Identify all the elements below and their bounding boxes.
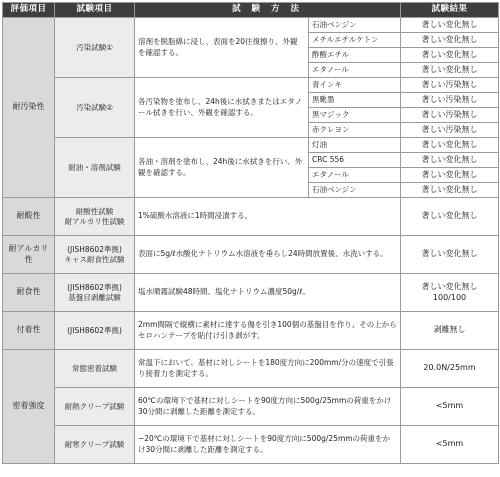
result-cell: 著しい変化無し: [401, 138, 499, 153]
method-alkali: 表面に5g/ℓ水酸化ナトリウム水溶液を垂らし24時間放置後、水洗いする。: [135, 236, 401, 274]
agent-cell: 酢酸エチル: [309, 48, 401, 63]
result-bond-normal: 20.0N/25mm: [401, 350, 499, 388]
agent-cell: 灯油: [309, 138, 401, 153]
table-row: [3, 274, 499, 312]
agent-cell: 赤クレヨン: [309, 123, 401, 138]
header-item: 評価項目: [3, 3, 55, 18]
table-row: [3, 350, 499, 388]
result-adhesion: 剥離無し: [401, 312, 499, 350]
category-adhesion: 付着性: [3, 312, 55, 350]
table-row: [3, 426, 499, 464]
header-result: 試験結果: [401, 3, 499, 18]
method-corrosion: 塩水噴霧試験48時間、塩化ナトリウム濃度50g/ℓ。: [135, 274, 401, 312]
category-corrosion: 耐食性: [3, 274, 55, 312]
test-contamination-2: 汚染試験②: [55, 78, 135, 138]
agent-cell: エタノール: [309, 63, 401, 78]
test-alkali-line2: キャス耐食性試験: [64, 254, 125, 264]
test-oil-solvent: 耐油・溶剤試験: [55, 138, 135, 198]
result-corrosion-line2: 100/100: [432, 292, 467, 302]
agent-cell: 石油ベンジン: [309, 18, 401, 33]
test-bond-cold: 耐寒クリープ試験: [55, 426, 135, 464]
test-bond-heat: 耐熱クリープ試験: [55, 388, 135, 426]
header-method: 試 験 方 法: [135, 3, 401, 18]
header-test: 試験項目: [55, 3, 135, 18]
test-corrosion-line2: 基盤目剥離試験: [68, 292, 121, 302]
header-row: [3, 3, 499, 18]
test-acid: [55, 198, 135, 236]
table-row: [3, 388, 499, 426]
test-adhesion: (JISH8602準拠): [55, 312, 135, 350]
test-bond-normal: 常態密着試験: [55, 350, 135, 388]
result-cell: 著しい変化無し: [401, 33, 499, 48]
agent-cell: 青インキ: [309, 78, 401, 93]
result-cell: 著しい汚染無し: [401, 108, 499, 123]
agent-cell: 黒靴墨: [309, 93, 401, 108]
agent-cell: メチルエチルケトン: [309, 33, 401, 48]
test-results-table: [2, 2, 499, 464]
result-cell: 著しい変化無し: [401, 48, 499, 63]
method-oil-solvent: 各油・溶剤を塗布し、24h後に水拭きを行い、外観を確認する。: [135, 138, 309, 198]
method-bond-heat: 60℃の環境下で基材に対しシートを90度方向に500g/25mmの荷重をかけ30分間に剥離した距離を測定する。: [135, 388, 401, 426]
method-contamination-1: 溶剤を脱脂綿に浸し、表面を20往復擦り、外観を確認する。: [135, 18, 309, 78]
method-adhesion: 2mm間隔で縦横に素材に達する傷を引き100個の基盤目を作り、その上からセロハンテープを貼付け引き剥がす。: [135, 312, 401, 350]
table-row: [3, 312, 499, 350]
result-cell: 著しい変化無し: [401, 183, 499, 198]
test-corrosion-line1: (JISH8602準拠): [67, 282, 122, 292]
agent-cell: CRC 556: [309, 153, 401, 168]
result-cell: 著しい変化無し: [401, 63, 499, 78]
test-corrosion: [55, 274, 135, 312]
category-alkali: 耐アルカリ性: [3, 236, 55, 274]
table-row: [3, 138, 499, 153]
result-cell: 著しい汚染無し: [401, 78, 499, 93]
test-alkali: [55, 236, 135, 274]
method-contamination-2: 各汚染物を塗布し、24h後に水拭きまたはエタノール拭きを行い、外観を確認する。: [135, 78, 309, 138]
test-alkali-line1: (JISH8602準拠): [67, 244, 122, 254]
method-acid: 1%硫酸水溶液に1時間浸漬する。: [135, 198, 401, 236]
table-row: [3, 236, 499, 274]
result-acid: 著しい変化無し: [401, 198, 499, 236]
result-cell: 著しい汚染無し: [401, 93, 499, 108]
result-cell: 著しい変化無し: [401, 168, 499, 183]
test-contamination-1: 汚染試験①: [55, 18, 135, 78]
method-bond-normal: 常温下において、基材に対しシートを180度方向に200mm/分の速度で引張り接着力を測定する。: [135, 350, 401, 388]
agent-cell: 黒マジック: [309, 108, 401, 123]
result-alkali: 著しい変化無し: [401, 236, 499, 274]
test-acid-line2: 耐アルカリ性試験: [64, 216, 125, 226]
table-row: [3, 18, 499, 33]
test-acid-line1: 耐酸性試験: [75, 206, 114, 216]
result-cell: 著しい変化無し: [401, 18, 499, 33]
method-bond-cold: −20℃の環境下で基材に対しシートを90度方向に500g/25mmの荷重をかけ30分間に剥離した距離を測定する。: [135, 426, 401, 464]
category-contamination: 耐汚染性: [3, 18, 55, 198]
result-corrosion: [401, 274, 499, 312]
result-bond-heat: <5mm: [401, 388, 499, 426]
table-row: [3, 78, 499, 93]
result-cell: 著しい汚染無し: [401, 123, 499, 138]
result-bond-cold: <5mm: [401, 426, 499, 464]
category-acid: 耐酸性: [3, 198, 55, 236]
agent-cell: エタノール: [309, 168, 401, 183]
result-cell: 著しい変化無し: [401, 153, 499, 168]
agent-cell: 石油ベンジン: [309, 183, 401, 198]
result-corrosion-line1: 著しい変化無し: [421, 281, 478, 291]
category-bond: 密着強度: [3, 350, 55, 464]
table-row: [3, 198, 499, 236]
